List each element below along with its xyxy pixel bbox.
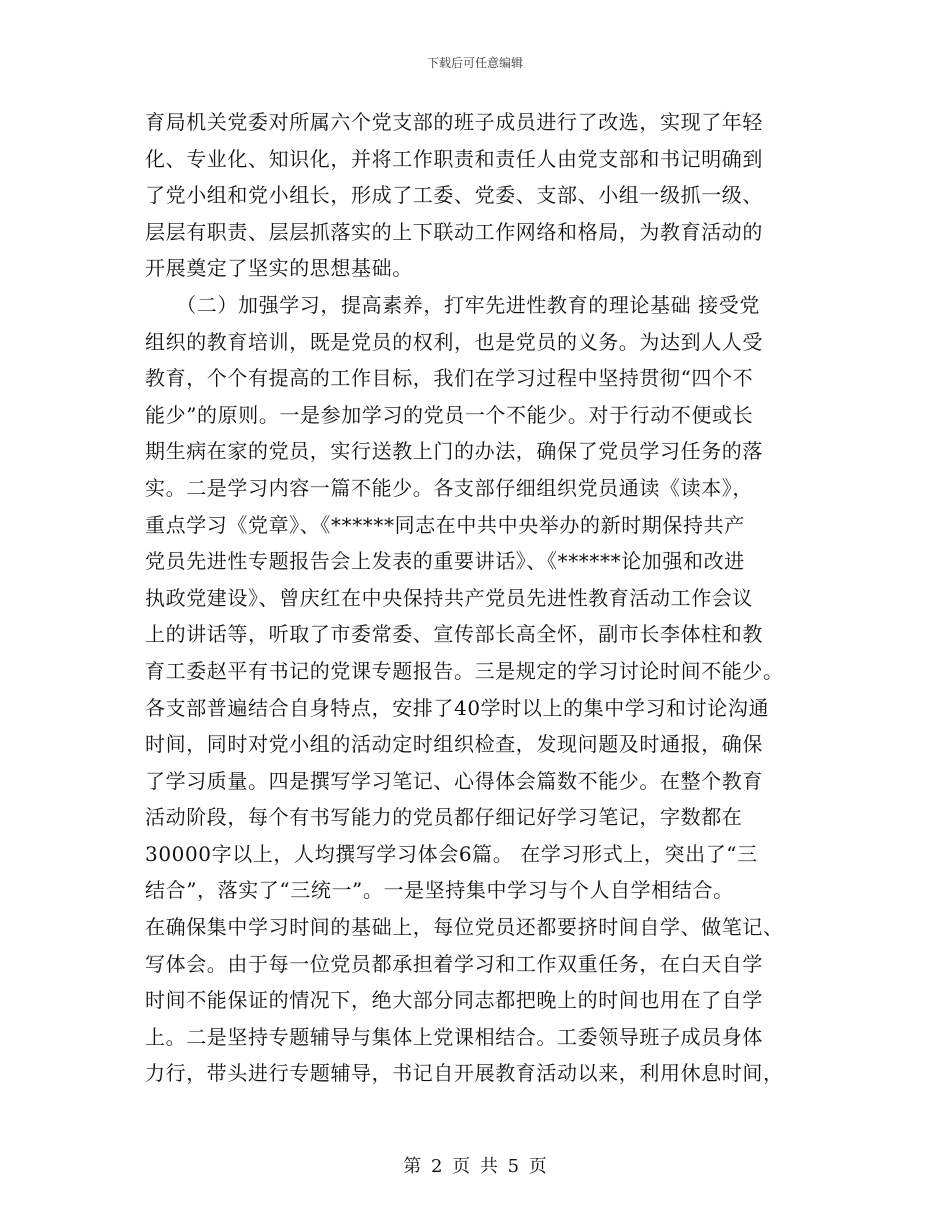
text-line: 开展奠定了坚实的思想基础。 [145,256,413,281]
text-line: 组织的教育培训，既是党员的权利，也是党员的义务。为达到人人受 [145,329,763,354]
text-line: （二）加强学习，提高素养，打牢先进性教育的理论基础 接受党 [145,292,760,317]
text-line: 能少”的原则。一是参加学习的党员一个不能少。对于行动不便或长 [145,402,754,427]
text-line: 活动阶段，每个有书写能力的党员都仔细记好学习笔记，字数都在 [145,805,743,830]
document-body [145,104,810,1092]
text-line: 化、专业化、知识化，并将工作职责和责任人由党支部和书记明确到 [145,146,763,171]
text-line: 了党小组和党小组长，形成了工委、党委、支部、小组一级抓一级、 [145,183,763,208]
text-line: 期生病在家的党员，实行送教上门的办法，确保了党员学习任务的落 [145,439,763,464]
page-number-footer: 第 2 页 共 5 页 [403,1156,547,1177]
text-line: 育工委赵平有书记的党课专题报告。三是规定的学习讨论时间不能少。 [145,658,784,683]
text-line: 30000字以上，人均撰写学习体会6篇。 在学习形式上，突出了“三 [145,841,758,866]
text-line: 上的讲话等，听取了市委常委、宣传部长高全怀，副市长李体柱和教 [145,622,763,647]
text-line: 了学习质量。四是撰写学习笔记、心得体会篇数不能少。在整个教育 [145,768,763,793]
text-line: 重点学习《党章》、《******同志在中共中央举办的新时期保持共产 [145,512,745,537]
text-line: 时间不能保证的情况下，绝大部分同志都把晚上的时间也用在了自学 [145,988,763,1013]
text-line: 层层有职责、层层抓落实的上下联动工作网络和格局，为教育活动的 [145,219,763,244]
text-line: 上。二是坚持专题辅导与集体上党课相结合。工委领导班子成员身体 [145,1024,763,1049]
text-line: 各支部普遍结合自身特点，安排了40学时以上的集中学习和讨论沟通 [145,695,770,720]
text-line: 结合”，落实了“三统一”。一是坚持集中学习与个人自学相结合。 [145,878,734,903]
text-line: 党员先进性专题报告会上发表的重要讲话》、《******论加强和改进 [145,549,745,574]
text-line: 执政党建设》、曾庆红在中央保持共产党员先进性教育活动工作会议 [145,585,753,610]
text-line: 在确保集中学习时间的基础上，每位党员还都要挤时间自学、做笔记、 [145,915,784,940]
text-line: 时间，同时对党小组的活动定时组织检查，发现问题及时通报，确保 [145,732,763,757]
text-line: 育局机关党委对所属六个党支部的班子成员进行了改选，实现了年轻 [145,110,763,134]
text-line: 力行，带头进行专题辅导，书记自开展教育活动以来，利用休息时间， [145,1061,784,1086]
text-line: 实。二是学习内容一篇不能少。各支部仔细组织党员通读《读本》， [145,475,753,500]
text-line: 写体会。由于每一位党员都承担着学习和工作双重任务，在白天自学 [145,951,763,976]
text-line: 教育，个个有提高的工作目标，我们在学习过程中坚持贯彻“四个不 [145,366,754,391]
page-header: 下载后可任意编辑 [426,56,523,70]
